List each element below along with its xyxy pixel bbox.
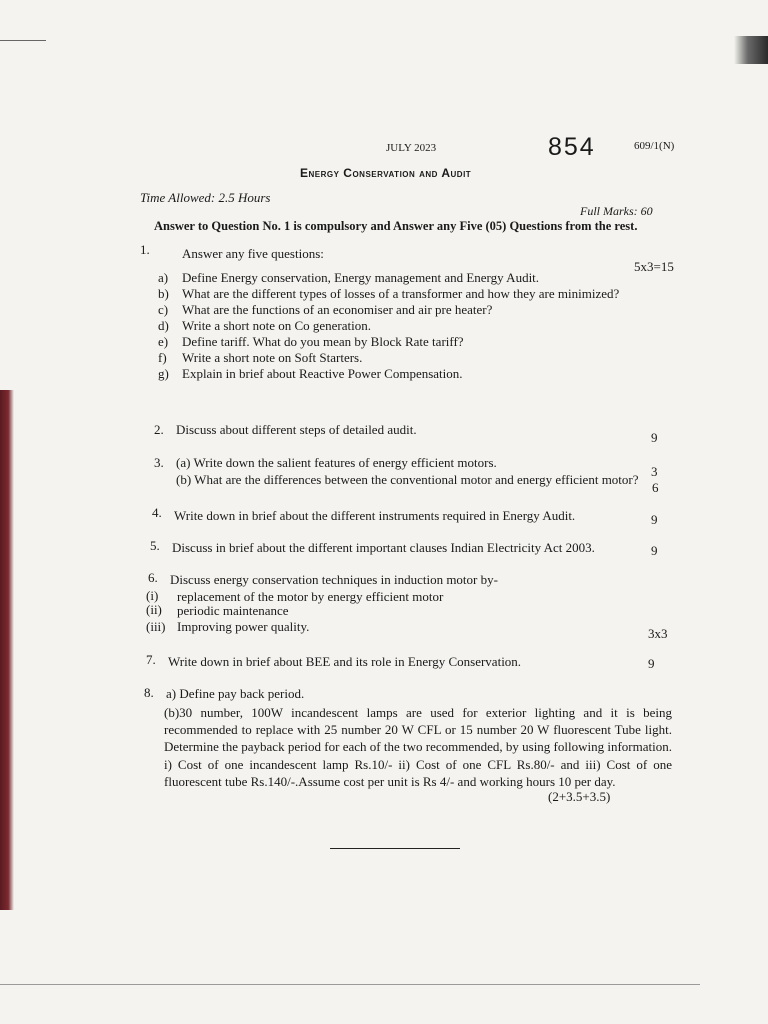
handwritten-code: 854 — [548, 133, 596, 161]
q3a-marks: 3 — [651, 464, 658, 479]
q1-marks: 5x3=15 — [634, 259, 674, 274]
q6-item-label: (i) — [146, 588, 159, 603]
q5-text: Discuss in brief about the different important clauses Indian Electricity Act 2003. — [172, 540, 595, 555]
time-allowed: Time Allowed: 2.5 Hours — [140, 190, 271, 205]
q8-number: 8. — [144, 685, 154, 700]
q6-text: Discuss energy conservation techniques in induction motor by- — [170, 572, 498, 587]
q1-item-label: c) — [158, 302, 169, 317]
scan-edge-shadow — [734, 36, 768, 64]
q1-item-label: b) — [158, 286, 169, 301]
q1-item-text: Define tariff. What do you mean by Block Rate tariff? — [182, 334, 464, 349]
q2-text: Discuss about different steps of detailed audit. — [176, 422, 417, 437]
q3a-text: (a) Write down the salient features of energy efficient motors. — [176, 455, 497, 470]
q1-item-text: Explain in brief about Reactive Power Compensation. — [182, 366, 463, 381]
q7-number: 7. — [146, 652, 156, 667]
q4-text: Write down in brief about the different instruments required in Energy Audit. — [174, 508, 576, 523]
q1-item-text: What are the functions of an economiser and air pre heater? — [182, 302, 493, 317]
q3b-marks: 6 — [652, 480, 659, 495]
q5-number: 5. — [150, 538, 160, 553]
q6-item-text: replacement of the motor by energy efficient motor — [177, 589, 444, 604]
q6-marks: 3x3 — [648, 626, 668, 641]
q6-number: 6. — [148, 570, 158, 585]
q1-item-label: g) — [158, 366, 169, 381]
q5-marks: 9 — [651, 543, 658, 558]
q7-marks: 9 — [648, 656, 655, 671]
q3b-text: (b) What are the differences between the conventional motor and energy efficient motor? — [176, 472, 639, 487]
q6-item-text: periodic maintenance — [177, 603, 289, 618]
q4-marks: 9 — [651, 512, 658, 527]
q8a-text: a) Define pay back period. — [166, 686, 305, 701]
q4-number: 4. — [152, 505, 162, 520]
q1-item-label: f) — [158, 350, 167, 365]
q7-text: Write down in brief about BEE and its role in Energy Conservation. — [168, 654, 522, 669]
q1-item-text: What are the different types of losses of a transformer and how they are minimized? — [182, 286, 620, 301]
q2-number: 2. — [154, 422, 164, 437]
q1-item-label: d) — [158, 318, 169, 333]
scan-edge-mark — [0, 40, 46, 41]
q1-item-label: e) — [158, 334, 169, 349]
scan-bottom-edge — [0, 984, 700, 985]
q1-item-text: Write a short note on Soft Starters. — [182, 350, 363, 365]
end-rule — [330, 848, 460, 849]
q1-number: 1. — [140, 242, 150, 257]
q8-marks: (2+3.5+3.5) — [548, 789, 611, 804]
q6-item-label: (ii) — [146, 602, 162, 617]
q6-item-text: Improving power quality. — [177, 619, 310, 634]
instruction: Answer to Question No. 1 is compulsory and Answer any Five (05) Questions from the rest. — [154, 219, 638, 233]
q1-text: Answer any five questions: — [182, 246, 324, 261]
q1-item-text: Write a short note on Co generation. — [182, 318, 372, 333]
q2-marks: 9 — [651, 430, 658, 445]
q8b-text: (b)30 number, 100W incandescent lamps are used for exterior lighting and it is being recommended to replace with 25 number 20 W CFL or 15 number 20 W fluorescent Tube light. Determine the payback period for each of the two recommended, by using following information. i) Cost of one incandescent lamp Rs.10/- ii) Cost of one CFL Rs.80/- and iii) Cost of one fluorescent tube Rs.140/-.Assume cost per unit is Rs 4/- and working hours 10 per day. — [164, 705, 672, 789]
full-marks: Full Marks: 60 — [580, 204, 653, 218]
q3-number: 3. — [154, 455, 164, 470]
paper-number: 609/1(N) — [634, 140, 675, 152]
q1-item-label: a) — [158, 270, 169, 285]
q6-item-label: (iii) — [146, 619, 166, 634]
q1-item-text: Define Energy conservation, Energy management and Energy Audit. — [182, 270, 540, 285]
scan-edge-background — [0, 390, 14, 910]
exam-date: JULY 2023 — [386, 142, 437, 154]
paper-title: Energy Conservation and Audit — [300, 166, 472, 180]
